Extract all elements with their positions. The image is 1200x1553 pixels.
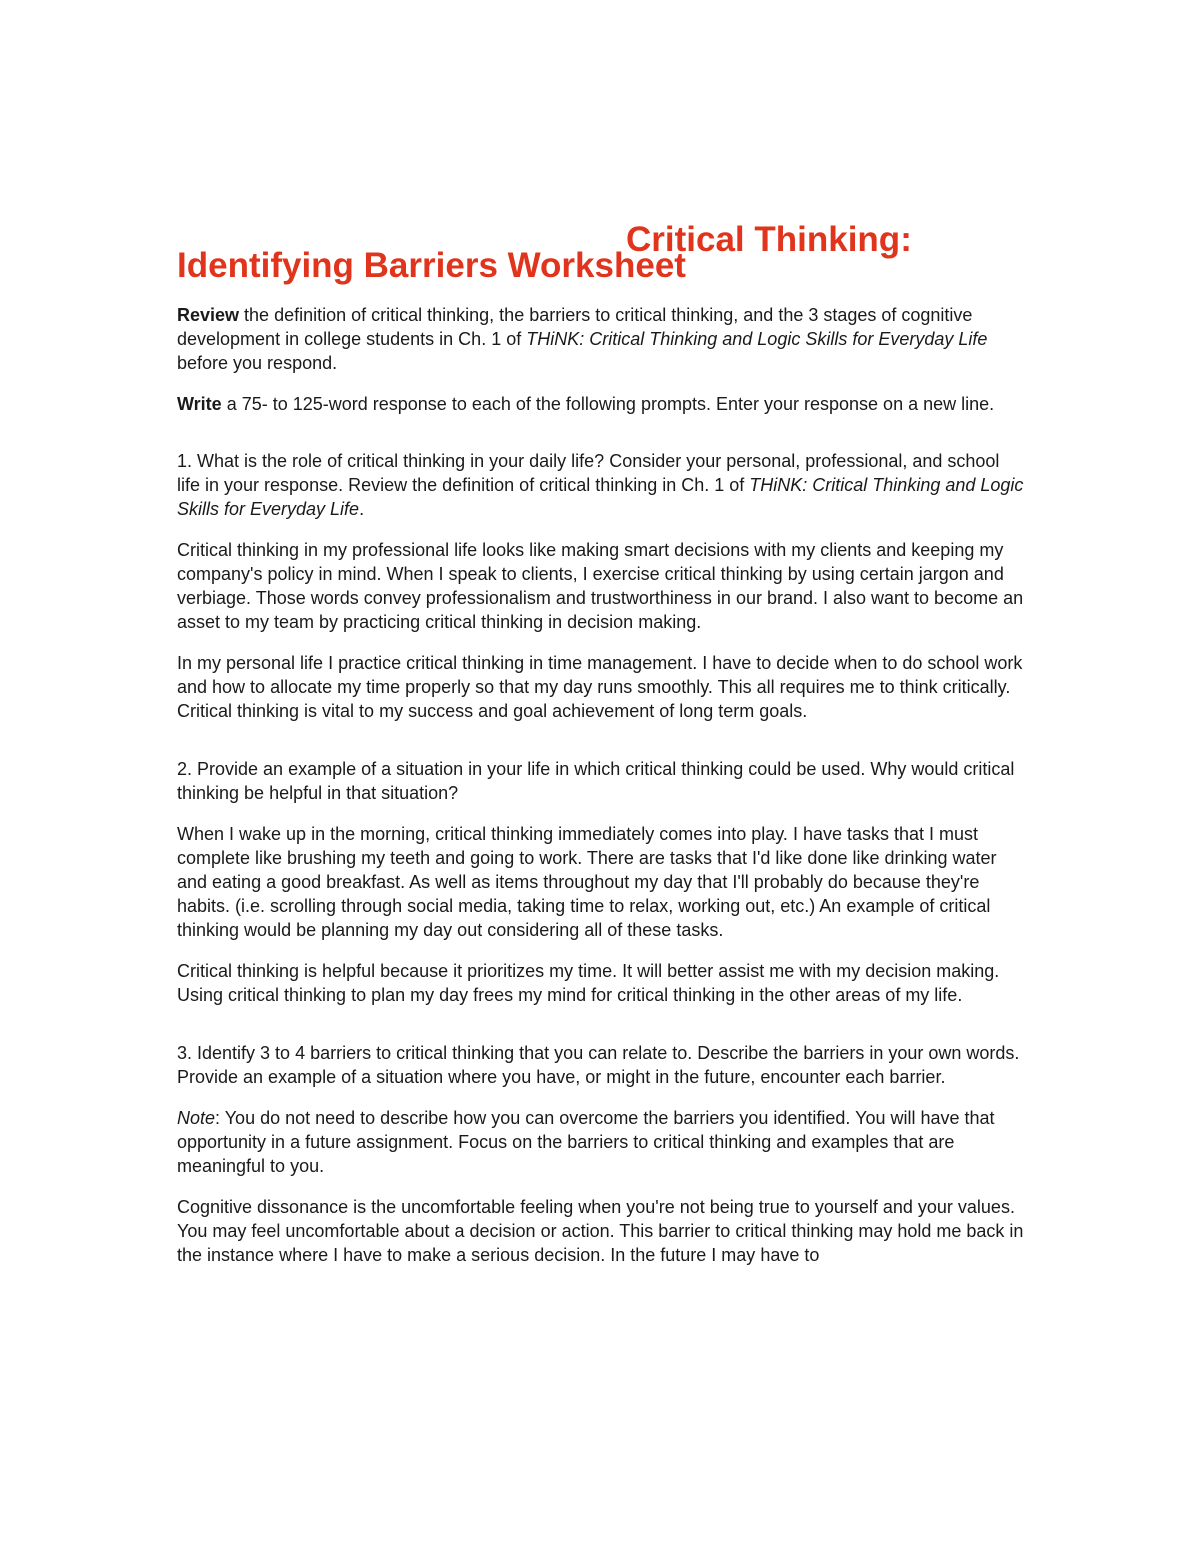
question-1-book-title: THiNK: Critical Thinking and Logic Skills for Everyday Life — [177, 475, 1024, 519]
note-label: Note — [177, 1108, 216, 1128]
title-line-1: Critical Thinking: — [626, 220, 912, 259]
question-2-prompt: 2. Provide an example of a situation in your life in which critical thinking could be used. Why would critical thinking be helpful in that situation? — [177, 759, 1015, 803]
document-body — [177, 303, 1027, 1267]
note-text: : You do not need to describe how you can overcome the barriers you identified. You will have that opportunity in a future assignment. Focus on the barriers to critical thinking and examples that are meaningful to you. — [177, 1108, 995, 1176]
review-text-2: before you respond. — [177, 353, 338, 373]
write-instruction — [177, 392, 1027, 416]
review-lead: Review — [177, 305, 240, 325]
question-1-answer-2: In my personal life I practice critical thinking in time management. I have to decide when to do school work and how to allocate my time properly so that my day runs smoothly. This all requires me to think critically. Critical thinking is vital to my success and goal achievement of long term goals. — [177, 653, 1023, 721]
write-text: a 75- to 125-word response to each of the following prompts. Enter your response on a new line. — [221, 394, 995, 414]
title-line-2: Identifying Barriers Worksheet — [177, 246, 686, 285]
write-lead: Write — [177, 394, 222, 414]
question-3-note — [177, 1106, 1027, 1178]
book-title: THiNK: Critical Thinking and Logic Skills for Everyday Life — [526, 329, 988, 349]
question-1-answer-1: Critical thinking in my professional life looks like making smart decisions with my clients and keeping my company's policy in mind. When I speak to clients, I exercise critical thinking by using certain jargon and verbiage. Those words convey professionalism and trustworthiness in our brand. I also want to become an asset to my team by practicing critical thinking in decision making. — [177, 540, 1024, 632]
question-3-answer-1: Cognitive dissonance is the uncomfortable feeling when you're not being true to yourself and your values. You may feel uncomfortable about a decision or action. This barrier to critical thinking may hold me back in the instance where I have to make a serious decision. In the future I may have to — [177, 1197, 1024, 1265]
review-instruction — [177, 303, 1027, 375]
question-1-prompt — [177, 449, 1027, 521]
review-text-1: the definition of critical thinking, the barriers to critical thinking, and the 3 stages of cognitive development in college students in Ch. 1 of — [177, 305, 973, 349]
question-1-text-1: 1. What is the role of critical thinking in your daily life? Consider your personal, professional, and school life in your response. Review the definition of critical thinking in Ch. 1 of — [177, 451, 1000, 495]
question-2-answer-2: Critical thinking is helpful because it prioritizes my time. It will better assist me with my decision making. Using critical thinking to plan my day frees my mind for critical thinking in the other areas of my life. — [177, 961, 1000, 1005]
question-1-text-2: . — [359, 499, 365, 519]
question-2-answer-1: When I wake up in the morning, critical thinking immediately comes into play. I have tasks that I must complete like brushing my teeth and going to work. There are tasks that I'd like done like drinking water and eating a good breakfast. As well as items throughout my day that I'll probably do because they're habits. (i.e. scrolling through social media, taking time to relax, working out, etc.) An example of critical thinking would be planning my day out considering all of these tasks. — [177, 824, 997, 940]
question-3-prompt: 3. Identify 3 to 4 barriers to critical thinking that you can relate to. Describe the barriers in your own words. Provide an example of a situation where you have, or might in the future, encounter each barrier. — [177, 1043, 1020, 1087]
